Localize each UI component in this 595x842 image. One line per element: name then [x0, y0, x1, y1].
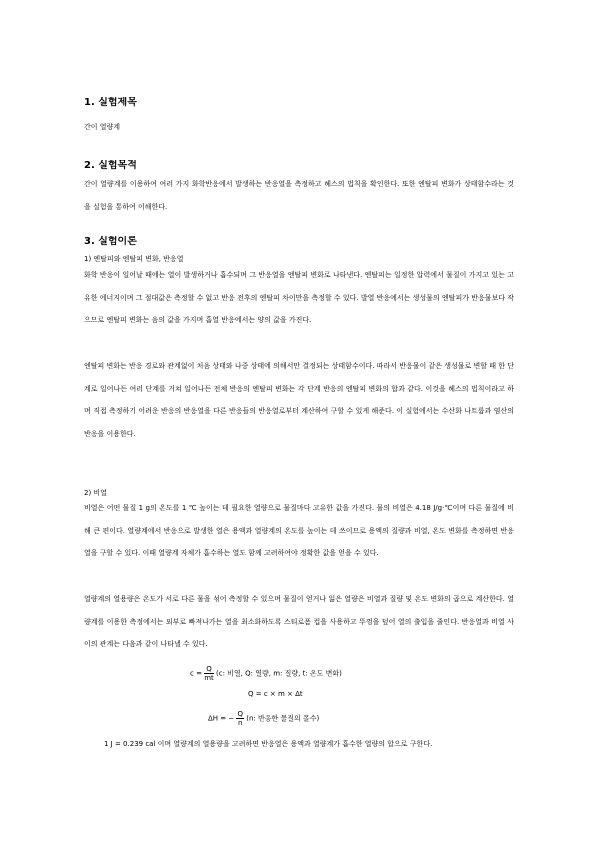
- equation-1-denominator: mt: [204, 674, 214, 682]
- equation-1-fraction: [204, 665, 214, 682]
- equation-enthalpy: [208, 710, 319, 727]
- equation-note: 1 J = 0.239 cal 이며 열량계의 열용량을 고려하면 반응열은 용액과 열량계가 흡수한 열량의 합으로 구한다.: [104, 740, 433, 748]
- equation-3-denominator: n: [238, 719, 243, 727]
- equation-3-legend: (n: 반응한 물질의 몰수): [246, 714, 320, 723]
- experiment-title: 간이 열량계: [84, 123, 121, 131]
- purpose-paragraph: 간이 열량계를 이용하여 여러 가지 화학반응에서 발생하는 반응열을 측정하고 헤스의 법칙을 확인한다. 또한 엔탈피 변화가 상태함수라는 것을 실험을 통하여 이해한다.: [84, 180, 514, 211]
- equation-1-legend: (c: 비열, Q: 열량, m: 질량, t: 온도 변화): [216, 669, 342, 678]
- equation-3-fraction: [236, 710, 244, 727]
- theory-paragraph-3: 비열은 어떤 물질 1 g의 온도를 1 ℃ 높이는 데 필요한 열량으로 물질마다 고유한 값을 가진다. 물의 비열은 4.18 J/g·℃이며 다른 물질에 비해 큰 편이다. 열량계에서 반응으로 발생한 열은 용액과 열량계의 온도를 높이는 데 쓰이므로 용액의 질량과 비열, 온도 변화를 측정하면 반응열을 구할 수 있다. 이때 열량계 자체가 흡수하는 열도 함께 고려하여야 정확한 값을 얻을 수 있다.: [84, 504, 514, 557]
- section-3-heading: 3. 실험이론: [84, 236, 137, 247]
- section-1-heading: 1. 실험제목: [84, 97, 137, 108]
- equation-heat: Q = c × m × Δt: [248, 690, 303, 698]
- theory-paragraph-1: 화학 반응이 일어날 때에는 열이 발생하거나 흡수되며 그 반응열을 엔탈피 변화로 나타낸다. 엔탈피는 일정한 압력에서 물질이 가지고 있는 고유한 에너지이며 그 절대값은 측정할 수 없고 반응 전후의 엔탈피 차이만을 측정할 수 있다. 발열 반응에서는 생성물의 엔탈피가 반응물보다 작으므로 엔탈피 변화는 음의 값을 가지며 흡열 반응에서는 양의 값을 가진다.: [84, 271, 514, 324]
- subsection-2-heading: 2) 비열: [84, 489, 107, 497]
- theory-paragraph-2: 엔탈피 변화는 반응 경로와 관계없이 처음 상태와 나중 상태에 의해서만 결정되는 상태함수이다. 따라서 반응물이 같은 생성물로 변할 때 한 단계로 일어나든 여러 단계를 거쳐 일어나든 전체 반응의 엔탈피 변화는 각 단계 반응의 엔탈피 변화의 합과 같다. 이것을 헤스의 법칙이라고 하며 직접 측정하기 어려운 반응의 반응열을 다른 반응들의 반응열로부터 계산하여 구할 수 있게 해준다. 이 실험에서는 수산화 나트륨과 염산의 반응을 이용한다.: [84, 362, 514, 438]
- equation-1-lhs: c =: [190, 669, 202, 678]
- equation-3-lhs: ΔH = −: [208, 714, 235, 723]
- theory-paragraph-4: 열량계의 열용량은 온도가 서로 다른 물을 섞어 측정할 수 있으며 물질이 얻거나 잃은 열량은 비열과 질량 및 온도 변화의 곱으로 계산한다. 열량계를 이용한 측정에서는 외부로 빠져나가는 열을 최소화하도록 스티로폼 컵을 사용하고 뚜껑을 덮어 열의 출입을 줄인다. 반응열과 비열 사이의 관계는 다음과 같이 나타낼 수 있다.: [84, 595, 514, 648]
- subsection-1-heading: 1) 엔탈피와 엔탈피 변화, 반응열: [84, 255, 184, 263]
- equation-specific-heat: [190, 665, 342, 682]
- section-2-heading: 2. 실험목적: [84, 160, 137, 171]
- equation-3-numerator: Q: [237, 710, 243, 718]
- equation-1-numerator: Q: [204, 665, 214, 674]
